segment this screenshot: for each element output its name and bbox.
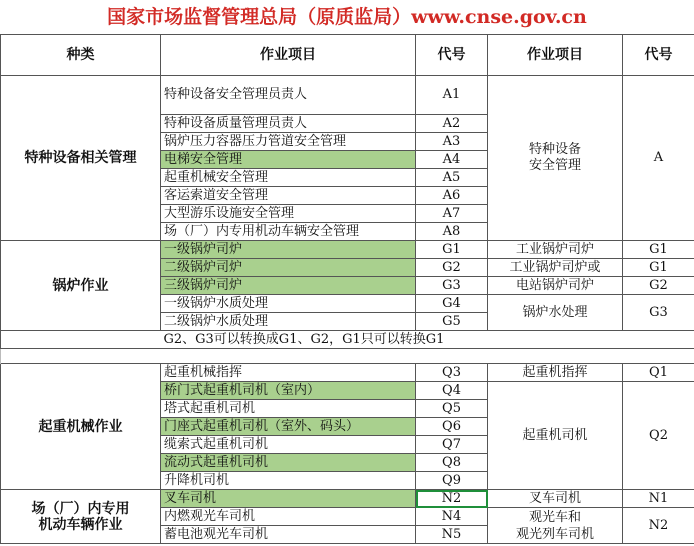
header-category: 种类: [1, 35, 161, 76]
code-cell[interactable]: G4: [416, 295, 488, 313]
code-cell[interactable]: A5: [416, 169, 488, 187]
right-item-cell[interactable]: 工业锅炉司炉: [488, 241, 623, 259]
item-cell[interactable]: 流动式起重机司机: [161, 454, 416, 472]
code-cell[interactable]: N4: [416, 508, 488, 526]
right-code-cell[interactable]: G3: [623, 295, 694, 331]
right-item-cell[interactable]: 起重机指挥: [488, 364, 623, 382]
item-cell[interactable]: 锅炉压力容器压力管道安全管理: [161, 133, 416, 151]
right-code-cell[interactable]: G1: [623, 259, 694, 277]
right-code-cell[interactable]: G1: [623, 241, 694, 259]
code-cell[interactable]: Q7: [416, 436, 488, 454]
code-cell[interactable]: Q3: [416, 364, 488, 382]
category-cell: 特种设备相关管理: [1, 76, 161, 241]
right-item-cell[interactable]: 起重机司机: [488, 382, 623, 490]
table-row: [1, 364, 694, 382]
right-code-cell[interactable]: G2: [623, 277, 694, 295]
table-row: [1, 241, 694, 259]
code-cell-selected[interactable]: N2: [416, 490, 488, 508]
right-code-cell[interactable]: N1: [623, 490, 694, 508]
table-row: [1, 76, 694, 115]
code-cell[interactable]: A6: [416, 187, 488, 205]
right-item-cell[interactable]: 观光车和 观光列车司机: [488, 508, 623, 544]
item-cell[interactable]: 二级锅炉水质处理: [161, 313, 416, 331]
right-code-cell[interactable]: Q2: [623, 382, 694, 490]
code-cell[interactable]: G2: [416, 259, 488, 277]
item-cell[interactable]: 叉车司机: [161, 490, 416, 508]
code-cell[interactable]: G3: [416, 277, 488, 295]
header-item: 作业项目: [161, 35, 416, 76]
item-cell[interactable]: 大型游乐设施安全管理: [161, 205, 416, 223]
item-cell[interactable]: 客运索道安全管理: [161, 187, 416, 205]
header-code: 代号: [416, 35, 488, 76]
code-cell[interactable]: Q9: [416, 472, 488, 490]
category-cell: 锅炉作业: [1, 241, 161, 331]
item-cell[interactable]: 门座式起重机司机（室外、码头）: [161, 418, 416, 436]
header-code-2: 代号: [623, 35, 694, 76]
code-cell[interactable]: A2: [416, 115, 488, 133]
category-cell: 场（厂）内专用 机动车辆作业: [1, 490, 161, 544]
right-code-cell[interactable]: N2: [623, 508, 694, 544]
item-cell[interactable]: 蓄电池观光车司机: [161, 526, 416, 544]
note-row: [1, 331, 694, 349]
code-cell[interactable]: A3: [416, 133, 488, 151]
item-cell[interactable]: 特种设备质量管理员责人: [161, 115, 416, 133]
conversion-note: G2、G3可以转换成G1、G2，G1只可以转换G1: [161, 331, 694, 349]
item-cell[interactable]: 缆索式起重机司机: [161, 436, 416, 454]
category-cell: 起重机械作业: [1, 364, 161, 490]
right-code-cell[interactable]: A: [623, 76, 694, 241]
code-cell[interactable]: G1: [416, 241, 488, 259]
item-cell[interactable]: 二级锅炉司炉: [161, 259, 416, 277]
item-cell[interactable]: 特种设备安全管理员责人: [161, 76, 416, 115]
code-cell[interactable]: A8: [416, 223, 488, 241]
item-cell[interactable]: 三级锅炉司炉: [161, 277, 416, 295]
code-cell[interactable]: A7: [416, 205, 488, 223]
right-item-cell[interactable]: 锅炉水处理: [488, 295, 623, 331]
certification-table: [0, 34, 694, 544]
right-item-cell[interactable]: 电站锅炉司炉: [488, 277, 623, 295]
header-item-2: 作业项目: [488, 35, 623, 76]
code-cell[interactable]: N5: [416, 526, 488, 544]
code-cell[interactable]: Q6: [416, 418, 488, 436]
table-row: [1, 490, 694, 508]
item-cell[interactable]: 内燃观光车司机: [161, 508, 416, 526]
code-cell[interactable]: A4: [416, 151, 488, 169]
item-cell[interactable]: 一级锅炉水质处理: [161, 295, 416, 313]
item-cell[interactable]: 起重机械安全管理: [161, 169, 416, 187]
spacer-row: [1, 349, 694, 364]
item-cell[interactable]: 一级锅炉司炉: [161, 241, 416, 259]
code-cell[interactable]: Q4: [416, 382, 488, 400]
item-cell[interactable]: 电梯安全管理: [161, 151, 416, 169]
code-cell[interactable]: A1: [416, 76, 488, 115]
right-item-cell[interactable]: 工业锅炉司炉或: [488, 259, 623, 277]
right-item-cell[interactable]: 特种设备 安全管理: [488, 76, 623, 241]
item-cell[interactable]: 塔式起重机司机: [161, 400, 416, 418]
right-code-cell[interactable]: Q1: [623, 364, 694, 382]
code-cell[interactable]: Q8: [416, 454, 488, 472]
item-cell[interactable]: 升降机司机: [161, 472, 416, 490]
code-cell[interactable]: G5: [416, 313, 488, 331]
code-cell[interactable]: Q5: [416, 400, 488, 418]
header-row: [1, 35, 694, 76]
right-item-cell[interactable]: 叉车司机: [488, 490, 623, 508]
item-cell[interactable]: 桥门式起重机司机（室内）: [161, 382, 416, 400]
item-cell[interactable]: 场（厂）内专用机动车辆安全管理: [161, 223, 416, 241]
item-cell[interactable]: 起重机械指挥: [161, 364, 416, 382]
page-title: 国家市场监督管理总局（原质监局）www.cnse.gov.cn: [107, 6, 587, 28]
